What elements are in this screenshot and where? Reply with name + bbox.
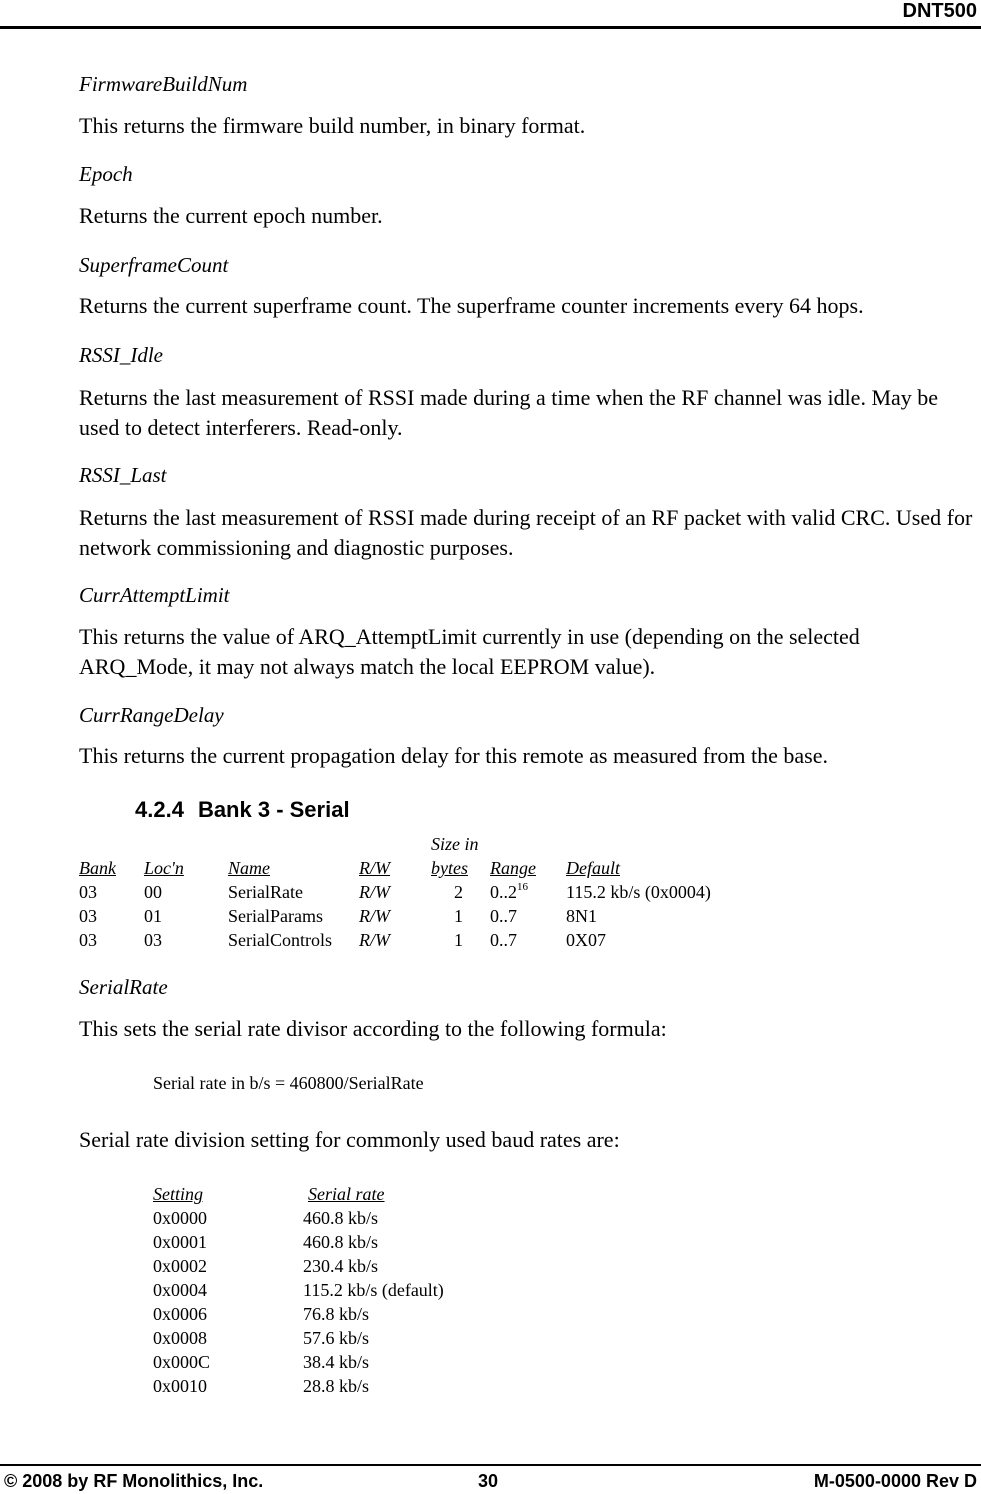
table-cell-name: SerialControls: [228, 930, 332, 950]
rate-value: 460.8 kb/s: [303, 1208, 379, 1228]
rate-setting: 0x0010: [153, 1376, 207, 1396]
rate-value: 460.8 kb/s: [303, 1232, 379, 1252]
term-rssi-idle: RSSI_Idle: [79, 343, 163, 367]
table-cell-rw: R/W: [359, 906, 390, 926]
term-currrangedelay: CurrRangeDelay: [79, 703, 224, 727]
table-cell-rw: R/W: [359, 882, 390, 902]
rate-setting: 0x0006: [153, 1304, 207, 1324]
term-epoch: Epoch: [79, 162, 133, 186]
serial-rate-formula: Serial rate in b/s = 460800/SerialRate: [153, 1073, 424, 1093]
rate-header-setting: Setting: [153, 1184, 203, 1204]
col-header-size-in: Size in: [431, 834, 479, 854]
desc-currrangedelay: This returns the current propagation delay for this remote as measured from the base.: [79, 743, 828, 768]
range-value: 0..2: [490, 882, 517, 902]
term-firmwarebuildnum: FirmwareBuildNum: [79, 72, 248, 96]
table-cell-name: SerialRate: [228, 882, 303, 902]
table-cell-bank: 03: [79, 882, 97, 902]
rate-header-serial-rate: Serial rate: [308, 1184, 385, 1204]
footer-rule: [0, 1464, 981, 1466]
col-header-bank: Bank: [79, 858, 116, 878]
header-rule: [0, 26, 981, 29]
term-currattemptlimit: CurrAttemptLimit: [79, 583, 230, 607]
col-header-name: Name: [228, 858, 270, 878]
col-header-bytes: bytes: [431, 858, 468, 878]
rate-setting: 0x0004: [153, 1280, 207, 1300]
term-serialrate: SerialRate: [79, 975, 168, 999]
table-cell-range: 0..7: [490, 906, 517, 926]
rate-value: 38.4 kb/s: [303, 1352, 370, 1372]
section-heading: [135, 797, 350, 823]
term-superframecount: SuperframeCount: [79, 253, 229, 277]
col-header-default: Default: [566, 858, 620, 878]
section-title: Bank 3 - Serial: [197, 797, 350, 822]
rate-setting: 0x0008: [153, 1328, 207, 1348]
rate-value: 115.2 kb/s (default): [303, 1280, 444, 1300]
col-header-locn: Loc'n: [144, 858, 184, 878]
desc-superframecount: Returns the current superframe count. The superframe counter increments every 64 hops.: [79, 293, 864, 318]
desc-serialrate: This sets the serial rate divisor according to the following formula:: [79, 1016, 667, 1041]
table-cell-bank: 03: [79, 930, 97, 950]
rate-value: 57.6 kb/s: [303, 1328, 370, 1348]
table-cell-range: [490, 882, 528, 903]
footer-doc-id: M-0500-0000 Rev D: [813, 1471, 977, 1491]
rate-setting: 0x000C: [153, 1352, 211, 1372]
document-header-title: DNT500: [902, 0, 977, 22]
col-header-range: Range: [490, 858, 536, 878]
rate-value: 76.8 kb/s: [303, 1304, 370, 1324]
table-cell-locn: 03: [144, 930, 162, 950]
desc-rssi-idle: Returns the last measurement of RSSI made during a time when the RF channel was idle. May be used to detect interferers. Read-only.: [79, 385, 939, 440]
range-exponent: 16: [517, 881, 528, 893]
table-cell-name: SerialParams: [228, 906, 323, 926]
rate-value: 230.4 kb/s: [303, 1256, 379, 1276]
table-cell-default: 115.2 kb/s (0x0004): [566, 882, 711, 902]
table-cell-locn: 00: [144, 882, 162, 902]
table-cell-default: 0X07: [566, 930, 606, 950]
table-cell-size: 1: [454, 930, 463, 950]
col-header-rw: R/W: [359, 858, 390, 878]
desc-firmwarebuildnum: This returns the firmware build number, in binary format.: [79, 113, 586, 138]
table-cell-size: 2: [454, 882, 463, 902]
table-cell-bank: 03: [79, 906, 97, 926]
table-cell-size: 1: [454, 906, 463, 926]
rate-value: 28.8 kb/s: [303, 1376, 370, 1396]
table-cell-rw: R/W: [359, 930, 390, 950]
footer-copyright: © 2008 by RF Monolithics, Inc.: [4, 1471, 264, 1491]
rate-setting: 0x0002: [153, 1256, 207, 1276]
desc-currattemptlimit: This returns the value of ARQ_AttemptLimit currently in use (depending on the selected ARQ_Mode, it may not always match the local EEPROM value).: [79, 624, 860, 679]
footer-page-number: 30: [478, 1471, 499, 1491]
table-cell-locn: 01: [144, 906, 162, 926]
section-number: 4.2.4: [135, 797, 184, 822]
rate-setting: 0x0000: [153, 1208, 207, 1228]
term-rssi-last: RSSI_Last: [79, 463, 167, 487]
desc-rssi-last: Returns the last measurement of RSSI made during receipt of an RF packet with valid CRC. Used for network commissioning and diagnostic purposes.: [79, 505, 973, 560]
rate-setting: 0x0001: [153, 1232, 207, 1252]
division-intro: Serial rate division setting for commonly used baud rates are:: [79, 1127, 620, 1152]
table-cell-default: 8N1: [566, 906, 597, 926]
desc-epoch: Returns the current epoch number.: [79, 203, 383, 228]
table-cell-range: 0..7: [490, 930, 517, 950]
